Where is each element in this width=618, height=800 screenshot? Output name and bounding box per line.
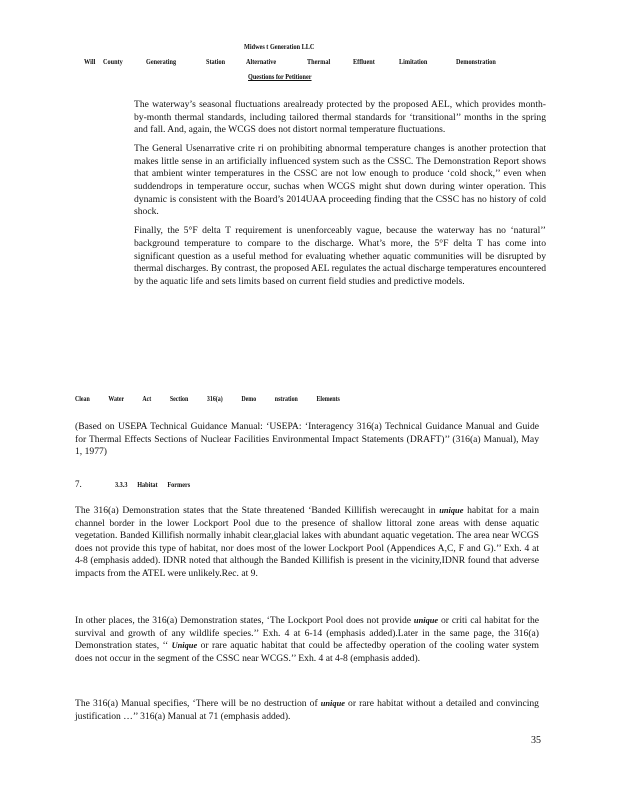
header-word: County [103,57,123,66]
header-word: Thermal [307,57,331,66]
bullet-item [116,143,546,219]
body-paragraph [75,615,539,665]
paragraph-text: or criti cal habitat for the survival and growth of any wildlife species.’’ Exh. 4 at 6-14 (emphasis added).Later in the same page, the 316(a) Demonstration states, ‘‘ [75,615,540,652]
header-word: Generating [146,57,177,66]
header-word: Effluent [353,57,375,66]
header-word: Station [206,57,226,66]
header-word: Demonstration [456,57,496,66]
paragraph-text: The 316(a) Manual specifies, ‘There will be no destruction of [75,698,321,709]
bullet-text: The waterway’s seasonal fluctuations arealready protected by the proposed AEL, which provides month- by-month thermal standards, including tailored thermal standards for ‘transitional’’ months in the spring and fall. And, again, the WCGS does not distort normal temperature fluctuations. [134,99,546,136]
header-word: Alternative [246,57,277,66]
subsection-heading [75,479,207,489]
subsection-number: 7. [75,479,82,489]
header-company: Midwes t Generation LLC [244,42,315,51]
paragraph-text: The 316(a) Demonstration states that the State threatened ‘Banded Killifish werecaught in [75,505,440,516]
emphasis-text: Unique [171,641,198,651]
body-paragraph [75,698,539,723]
paragraph-text: In other places, the 316(a) Demonstration states, ‘The Lockport Pool does not provide [75,615,414,626]
emphasis-text: unique [413,616,439,625]
paragraph-text: habitat for a main channel border in the lower Lockport Pool due to the presence of shallow littoral zone areas with dense aquatic vegetation. Banded Killifish normally inhabit clear,glacial lakes with abundant aquatic vegetation. The area near WCGS does not provide this type of habitat, nor does most of the lower Lockport Pool (Appendices A,C, F and G).’’ Exh. 4 at 4-8 (emphasis added). IDNR noted that although the Banded Killifish is present in the vicinity,IDNR found that adverse impacts from the ATEL were unlikely.Rec. at 9. [75,505,539,579]
bullet-list [116,99,546,295]
source-citation-paragraph: (Based on USEPA Technical Guidance Manual: ‘USEPA: ‘Interagency 316(a) Technical Guidance Manual and Guide for Thermal Effects Sections of Nuclear Facilities Environmental Impact Statements (DRAFT)’’ (316(a) Manual), May 1, 1977) [75,421,539,458]
header-subtitle: Questions for Petitioner [248,72,312,81]
bullet-item [116,225,546,288]
page-number: 35 [531,735,541,746]
header-word: Will [84,57,96,66]
subsection-title: 3.3.3 Habitat Formers [115,480,191,489]
emphasis-text: unique [439,506,464,515]
bullet-text: Finally, the 5°F delta T requirement is unenforceably vague, because the waterway has no ‘natural’’ background temperature to compare to the discharge. What’s more, the 5°F delta T has come into significant question as a useful method for evaluating whether aquatic communities will be disrupted by thermal discharges. By contrast, the proposed AEL regulates the actual discharge temperatures encountered by the aquatic life and sets limits based on current field studies and predictive models. [134,225,546,287]
body-paragraph [75,505,539,581]
paragraph-text: or rare aquatic habitat that could be affectedby operation of the cooling water system does not occur in the segment of the CSSC near WCGS.’’ Exh. 4 at 4-8 (emphasis added). [75,640,540,664]
section-heading: Clean Water Act Section 316(a) Demo nstration Elements [75,394,340,403]
emphasis-text: unique [320,699,345,708]
header-word: Limitation [399,57,428,66]
bullet-text: The General Usenarrative crite ri on prohibiting abnormal temperature changes is another protection that makes little sense in an artificially influenced system such as the CSSC. The Demonstration Report shows that ambient winter temperatures in the CSSC are not low enough to produce ‘cold shock,’’ even when suddendrops in temperature occur, suchas when WCGS might shut down during winter operation. This dynamic is consistent with the Board’s 2014UAA proceeding finding that the CSSC has no history of cold shock. [134,143,546,218]
paragraph-text: or rare habitat without a detailed and convincing justification …’’ 316(a) Manual at 71 (emphasis added). [75,698,539,722]
bullet-item [116,99,546,137]
